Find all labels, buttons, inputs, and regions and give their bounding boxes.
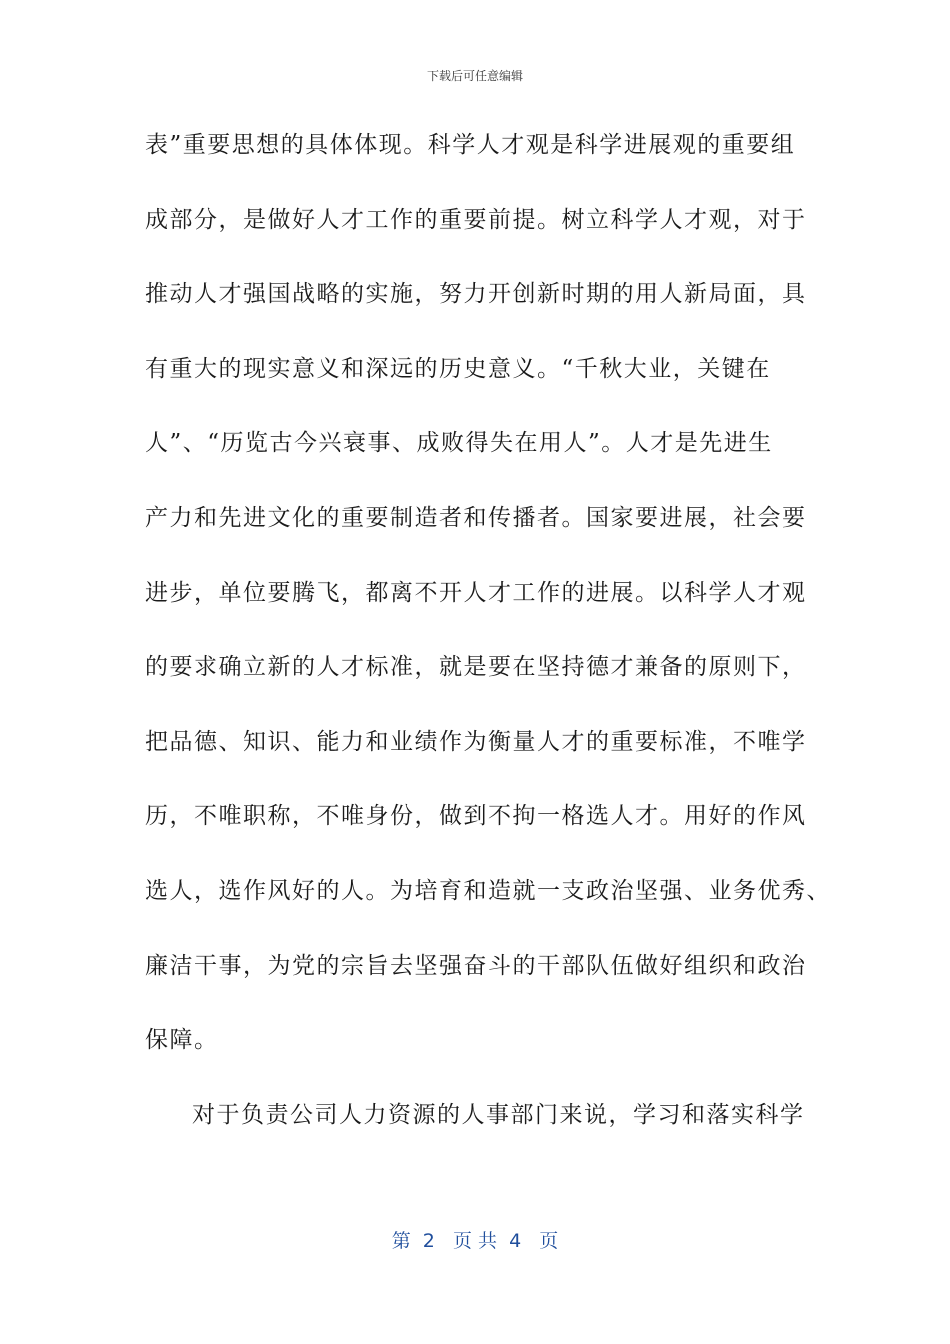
text-line: 人”、“历览古今兴衰事、成败得失在用人”。人才是先进生 <box>145 430 773 457</box>
text-line: 表”重要思想的具体体现。科学人才观是科学进展观的重要组 <box>145 132 796 158</box>
text-line: 成部分，是做好人才工作的重要前提。树立科学人才观，对于 <box>145 206 807 233</box>
paragraph <box>145 1094 825 1169</box>
text-line: 把品德、知识、能力和业绩作为衡量人才的重要标准，不唯学 <box>145 728 807 755</box>
paragraph <box>145 124 831 1094</box>
text-line: 历，不唯职称，不唯身份，做到不拘一格选人才。用好的作风 <box>145 803 807 830</box>
text-line: 选人，选作风好的人。为培育和造就一支政治坚强、业务优秀、 <box>145 877 831 904</box>
text-line: 廉洁干事，为党的宗旨去坚强奋斗的干部队伍做好组织和政治 <box>145 952 807 979</box>
text-line: 推动人才强国战略的实施，努力开创新时期的用人新局面，具 <box>145 281 807 308</box>
text-line: 进步，单位要腾飞，都离不开人才工作的进展。以科学人才观 <box>145 579 807 606</box>
page-header: 下载后可任意编辑 <box>426 69 523 83</box>
text-line: 产力和先进文化的重要制造者和传播者。国家要进展，社会要 <box>145 504 807 531</box>
text-line: 的要求确立新的人才标准，就是要在坚持德才兼备的原则下， <box>145 654 807 681</box>
text-line: 对于负责公司人力资源的人事部门来说，学习和落实科学 <box>192 1101 805 1128</box>
document-body <box>145 124 831 1168</box>
text-line: 保障。 <box>145 1027 219 1054</box>
text-line: 有重大的现实意义和深远的历史意义。“千秋大业，关键在 <box>145 355 771 382</box>
page-number-footer: 第 2 页 共 4 页 <box>391 1230 559 1252</box>
